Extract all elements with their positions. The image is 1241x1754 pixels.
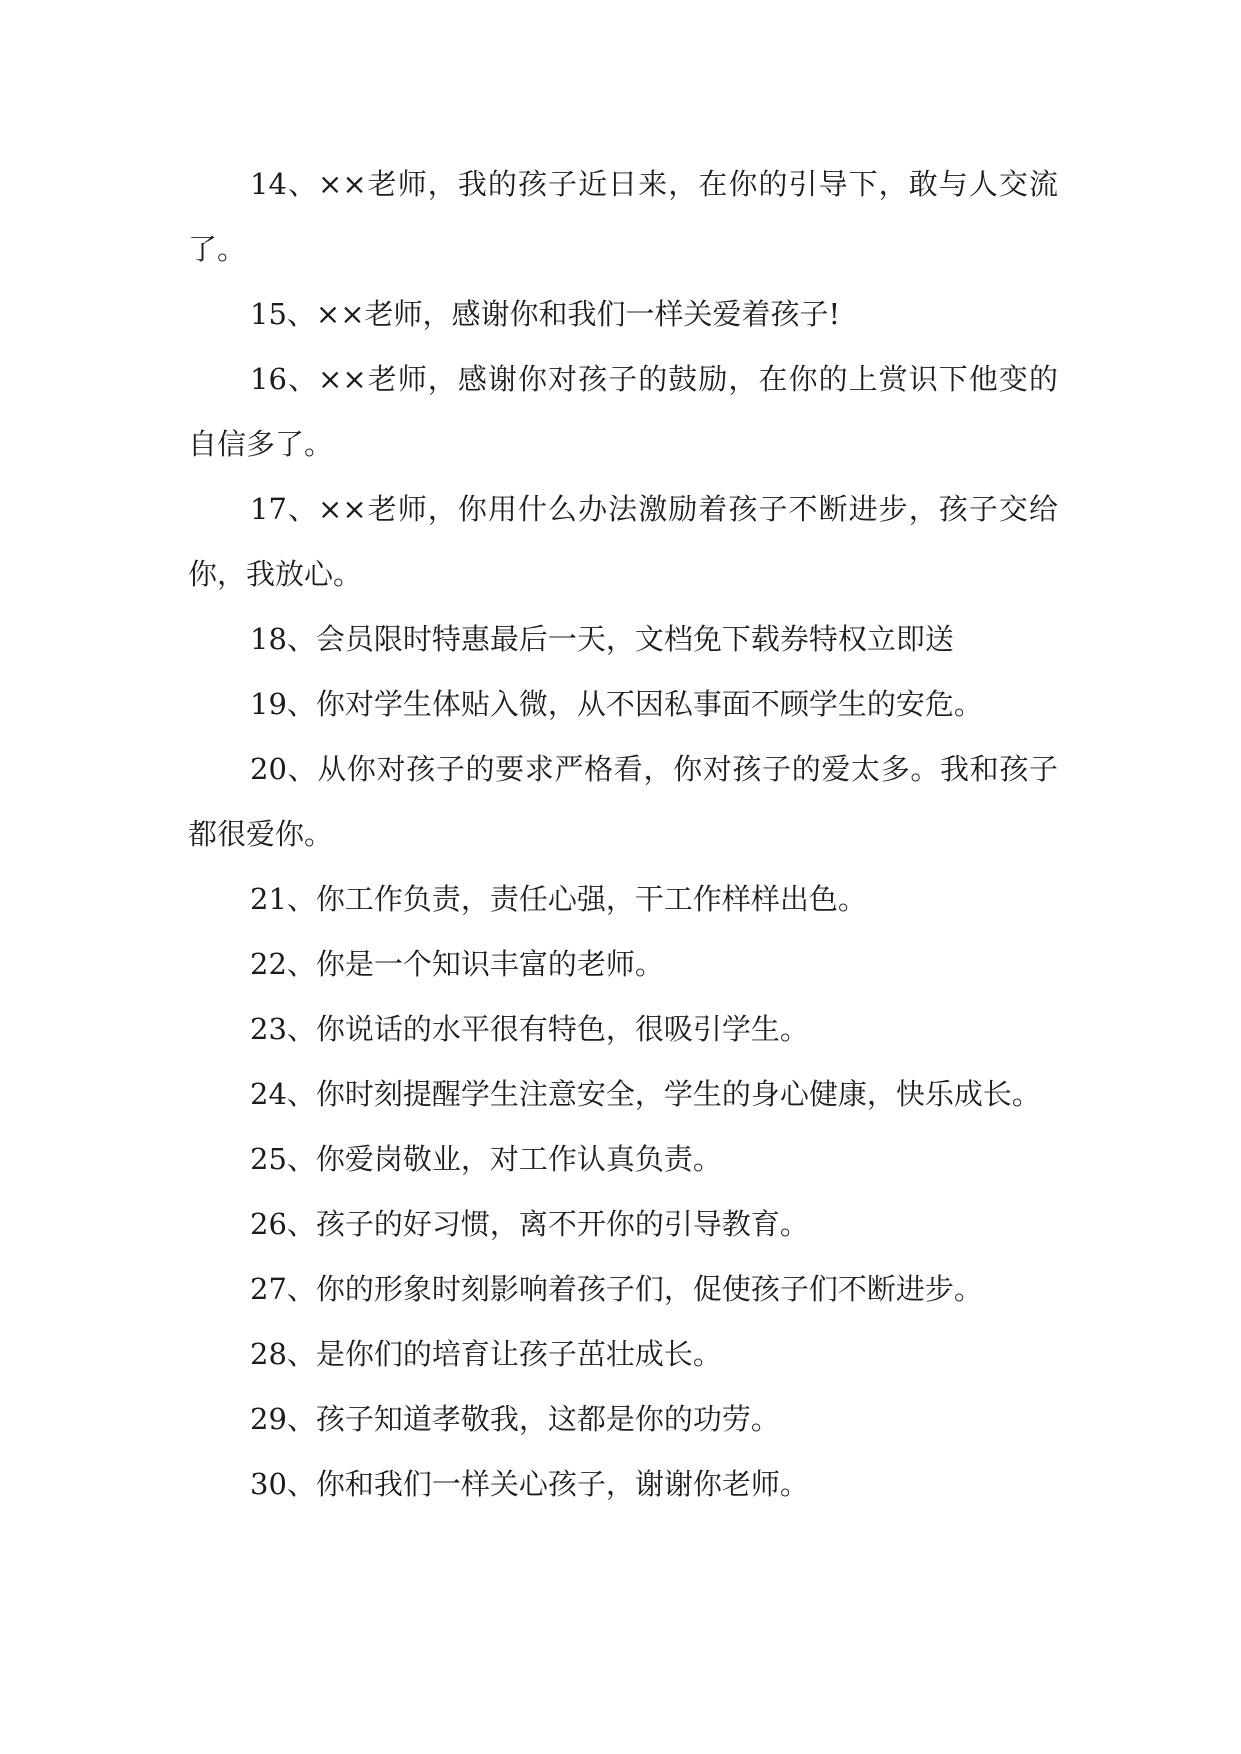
paragraph-26: 26、孩子的好习惯，离不开你的引导教育。 [250,1207,809,1241]
paragraph-30: 30、你和我们一样关心孩子，谢谢你老师。 [250,1467,809,1501]
paragraph-15: 15、××老师，感谢你和我们一样关爱着孩子! [250,297,841,331]
paragraph-27: 27、你的形象时刻影响着孩子们，促使孩子们不断进步。 [250,1272,983,1306]
paragraph-29: 29、孩子知道孝敬我，这都是你的功劳。 [250,1402,780,1436]
paragraph-21: 21、你工作负责，责任心强，干工作样样出色。 [250,882,867,916]
paragraph-14: 14、××老师，我的孩子近日来，在你的引导下，敢与人交流了。 [188,167,1058,266]
paragraph-20: 20、从你对孩子的要求严格看，你对孩子的爱太多。我和孩子都很爱你。 [188,752,1058,851]
paragraph-18: 18、会员限时特惠最后一天，文档免下载券特权立即送 [250,622,954,656]
paragraph-25: 25、你爱岗敬业，对工作认真负责。 [250,1142,722,1176]
paragraph-19: 19、你对学生体贴入微，从不因私事面不顾学生的安危。 [250,687,983,721]
document-body [188,152,1058,1517]
paragraph-22: 22、你是一个知识丰富的老师。 [250,947,664,981]
paragraph-16: 16、××老师，感谢你对孩子的鼓励，在你的上赏识下他变的自信多了。 [188,362,1058,461]
paragraph-28: 28、是你们的培育让孩子茁壮成长。 [250,1337,722,1371]
paragraph-23: 23、你说话的水平很有特色，很吸引学生。 [250,1012,809,1046]
paragraph-24: 24、你时刻提醒学生注意安全，学生的身心健康，快乐成长。 [250,1077,1041,1111]
paragraph-17: 17、××老师，你用什么办法激励着孩子不断进步，孩子交给你，我放心。 [188,492,1058,591]
